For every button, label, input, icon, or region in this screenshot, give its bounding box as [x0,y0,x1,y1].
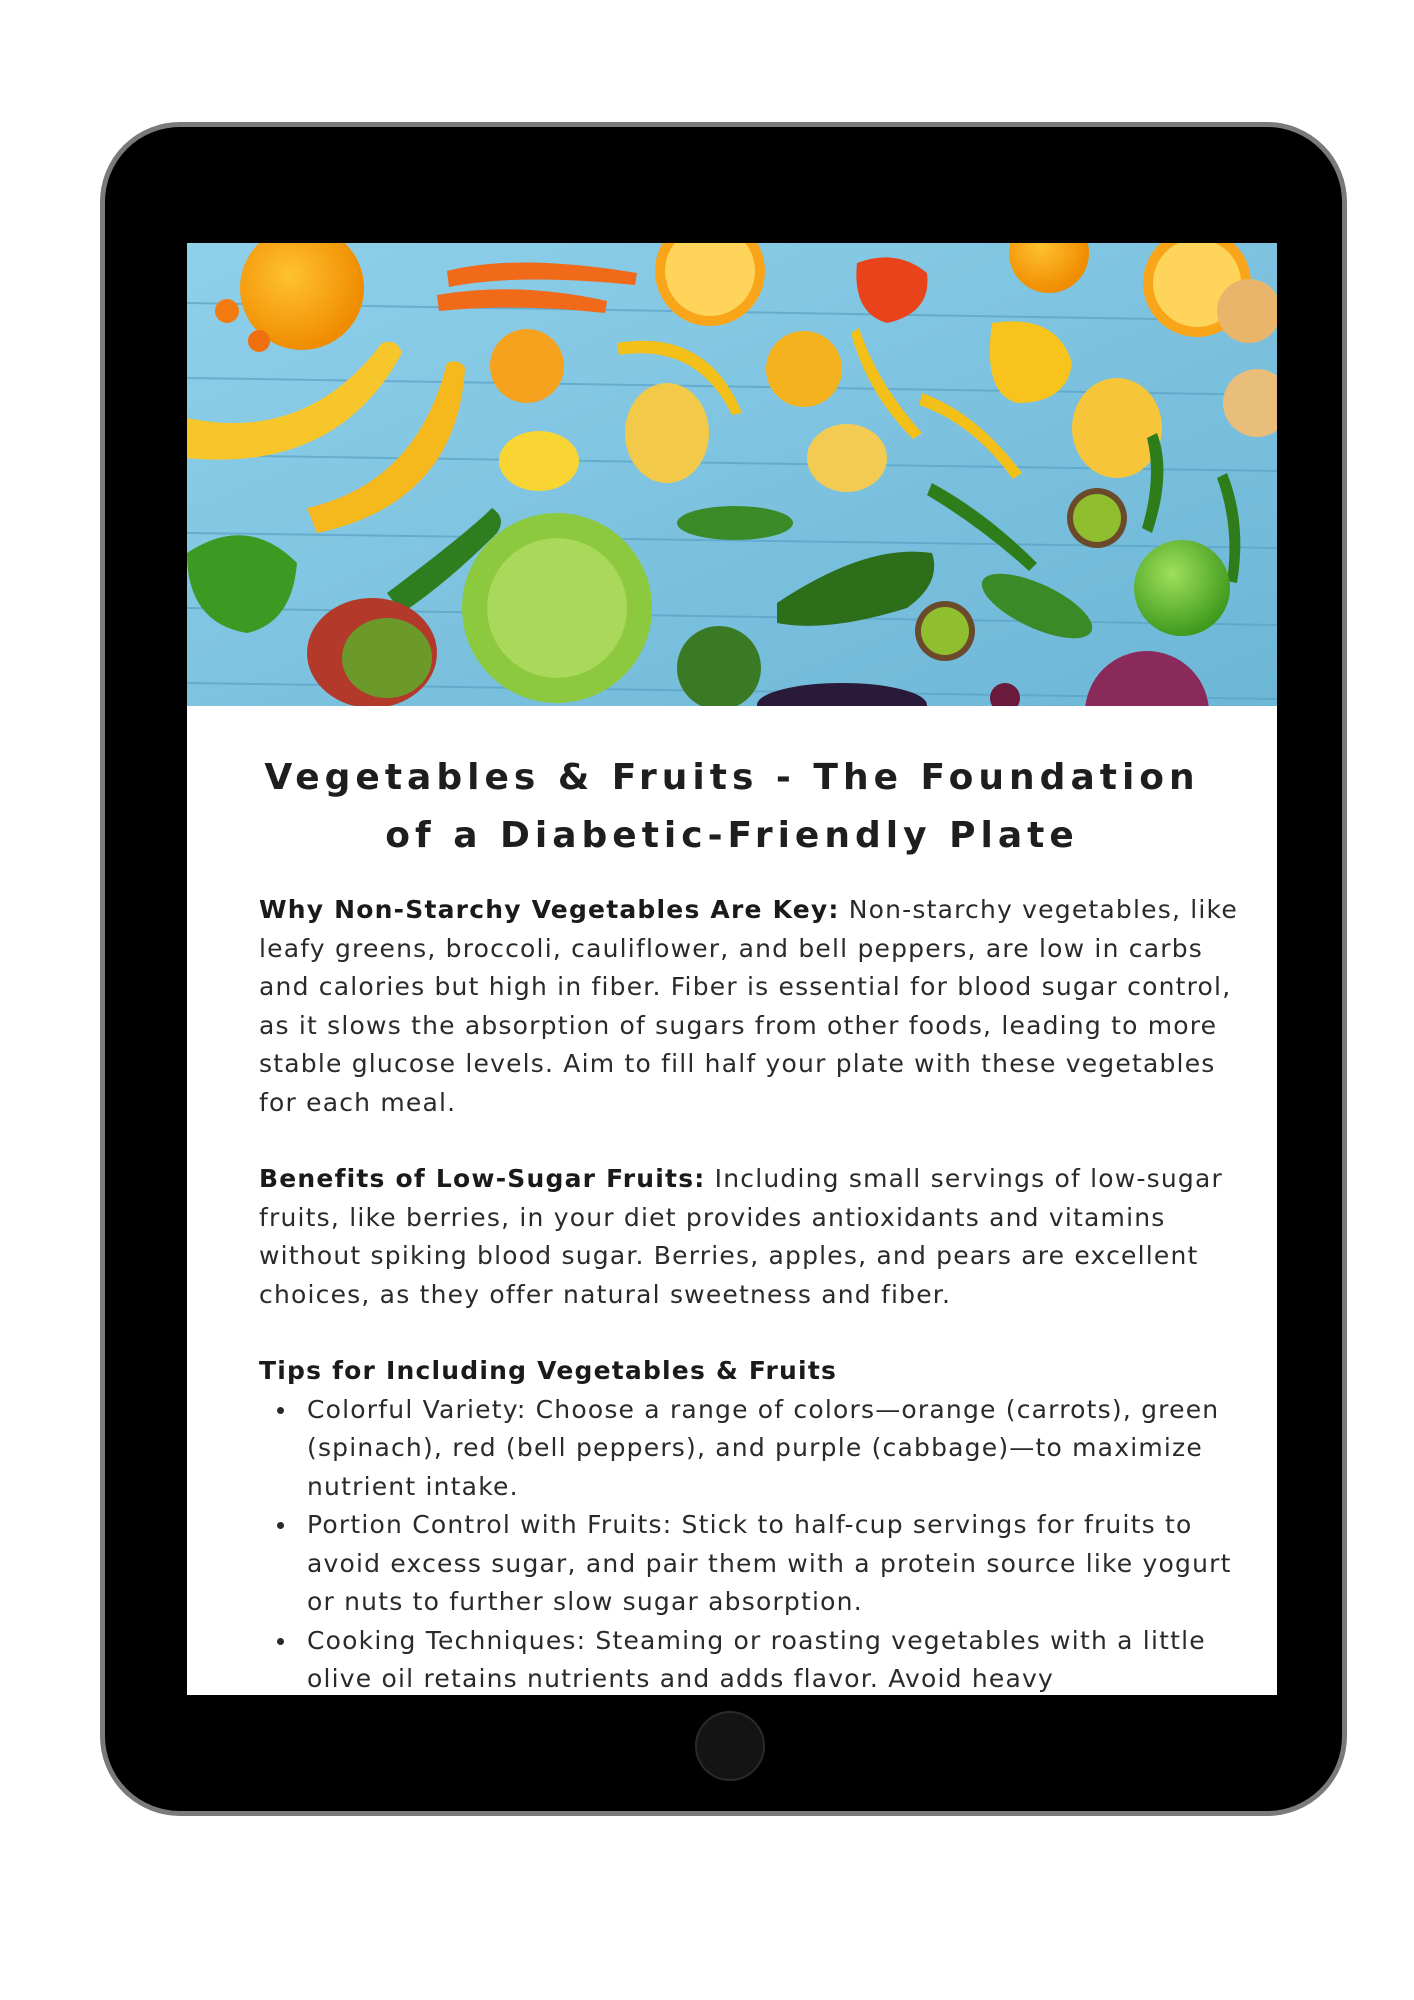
list-item: Portion Control with Fruits: Stick to half-cup servings for fruits to avoid excess sugar, and pair them with a protein source like yogurt or nuts to further slow sugar absorption. [259,1506,1259,1622]
list-item: Cooking Techniques: Steaming or roasting vegetables with a little olive oil retains nutrients and adds flavor. Avoid heavy [259,1622,1259,1696]
paragraph-low-sugar-fruits [259,1160,1259,1314]
tips-list [259,1391,1259,1696]
tablet-frame [100,122,1347,1816]
tablet-screen [187,243,1277,1695]
list-item: Colorful Variety: Choose a range of colors—orange (carrots), green (spinach), red (bell peppers), and purple (cabbage)—to maximize nutrient intake. [259,1391,1259,1507]
section-text: Non-starchy vegetables, like leafy greens, broccoli, cauliflower, and bell peppers, are low in carbs and calories but high in fiber. Fiber is essential for blood sugar control, as it slows the absorption of sugars from other foods, leading to more stable glucose levels. Aim to fill half your plate with these vegetables for each meal. [259,895,1238,1117]
article-body [259,891,1259,1695]
home-button[interactable] [695,1711,765,1781]
vegetables-fruits-photo [187,243,1277,706]
page-title: Vegetables & Fruits - The Foundation of a Diabetic-Friendly Plate [264,757,1200,856]
section-text: Including small servings of low-sugar fruits, like berries, in your diet provides antioxidants and vitamins without spiking blood sugar. Berries, apples, and pears are excellent choices, as they offer natural sweetness and fiber. [259,1164,1223,1309]
paragraph-non-starchy-vegetables [259,891,1259,1122]
tips-heading: Tips for Including Vegetables & Fruits [259,1356,838,1385]
section-heading: Benefits of Low-Sugar Fruits: [259,1164,706,1193]
section-heading: Why Non-Starchy Vegetables Are Key: [259,895,840,924]
